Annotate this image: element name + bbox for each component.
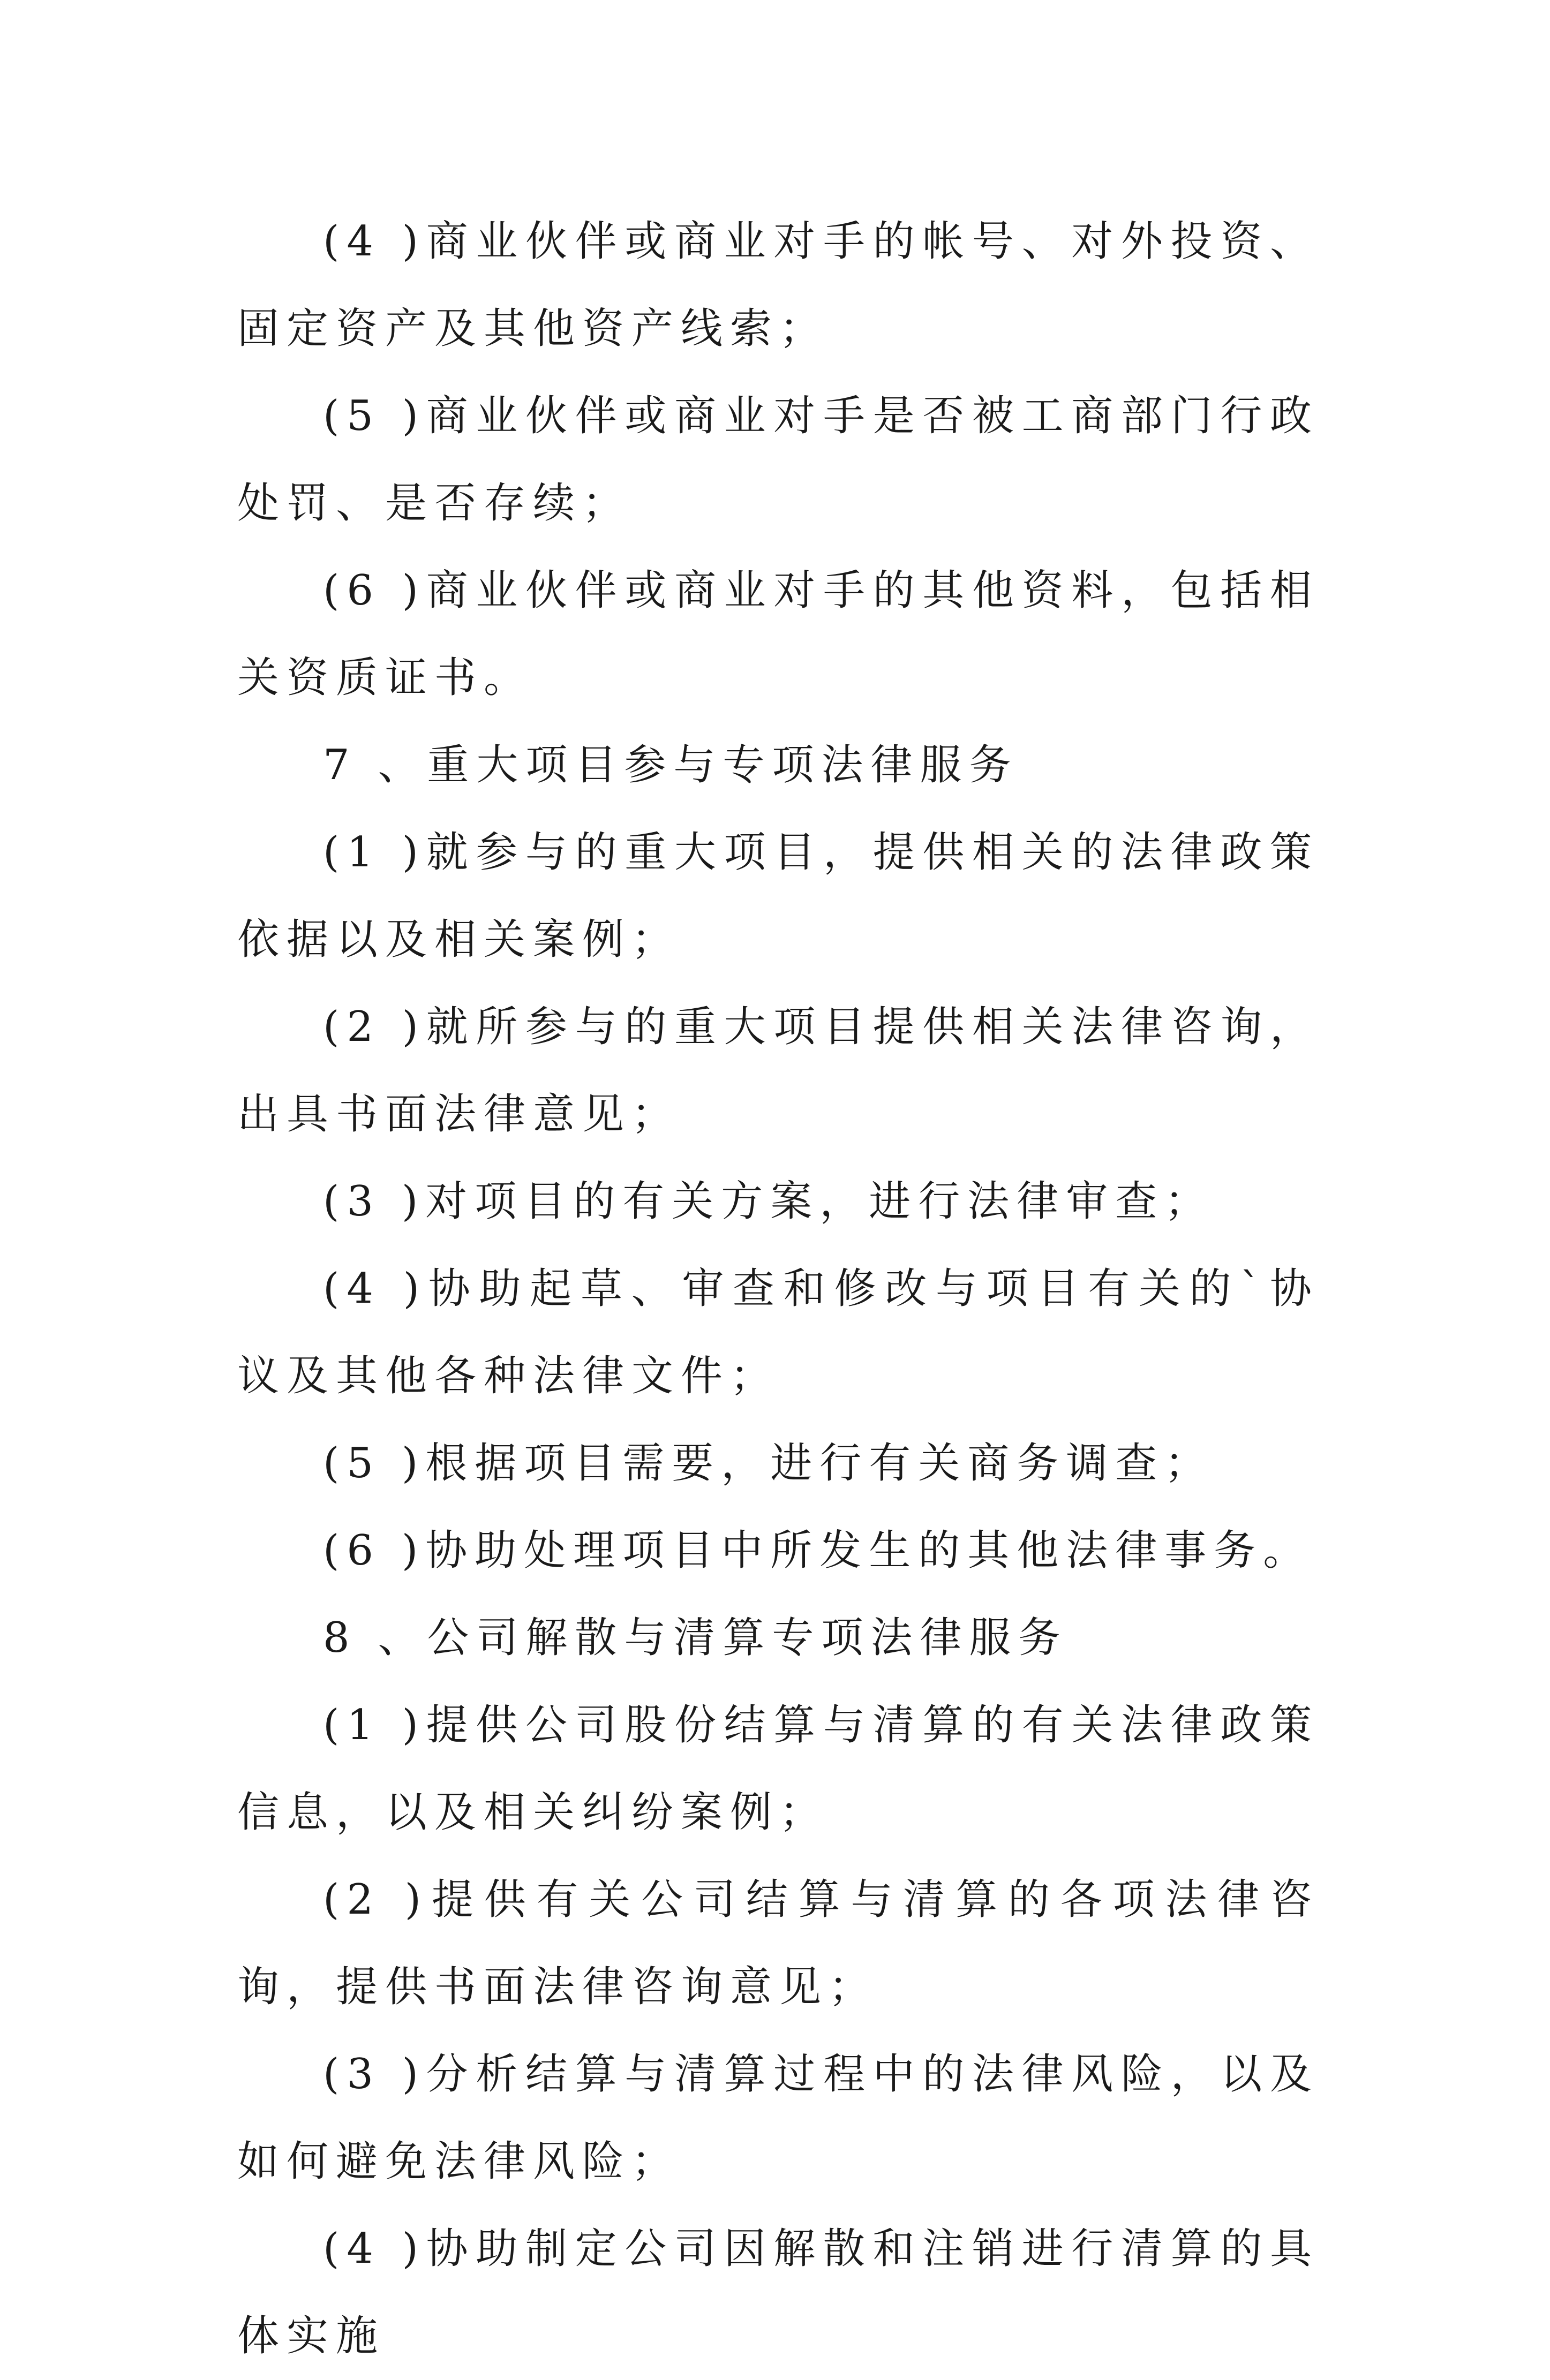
- section-8-item-4: (4 )协助制定公司因解散和注销进行清算的具体实施: [237, 2225, 1319, 2360]
- paragraph-4-business-accounts: (4 )商业伙伴或商业对手的帐号、对外投资、固定资产及其他资产线索；: [237, 217, 1319, 353]
- section-8-heading: 8 、公司解散与清算专项法律服务: [323, 1614, 1068, 1662]
- section-7-item-2: (2 )就所参与的重大项目提供相关法律咨询，出具书面法律意见；: [237, 1003, 1319, 1138]
- section-8-item-2: (2 )提供有关公司结算与清算的各项法律咨询，提供书面法律咨询意见；: [237, 1876, 1319, 2011]
- section-7-item-5: (5 )根据项目需要，进行有关商务调查；: [323, 1439, 1214, 1487]
- section-7-heading: 7 、重大项目参与专项法律服务: [323, 741, 1019, 789]
- document-body: [237, 198, 1319, 2380]
- paragraph-5-administrative-penalty: (5 )商业伙伴或商业对手是否被工商部门行政处罚、是否存续；: [237, 392, 1319, 527]
- section-7-item-1: (1 )就参与的重大项目，提供相关的法律政策依据以及相关案例；: [237, 828, 1319, 964]
- section-7-item-4: (4 )协助起草、审查和修改与项目有关的`协议及其他各种法律文件；: [237, 1265, 1319, 1400]
- section-7-item-3: (3 )对项目的有关方案，进行法律审查；: [323, 1177, 1214, 1226]
- section-8-item-1: (1 )提供公司股份结算与清算的有关法律政策信息，以及相关纠纷案例；: [237, 1701, 1319, 1837]
- section-8-item-3: (3 )分析结算与清算过程中的法律风险，以及如何避免法律风险；: [237, 2050, 1319, 2186]
- section-7-item-6: (6 )协助处理项目中所发生的其他法律事务。: [323, 1527, 1313, 1575]
- paragraph-6-other-materials: (6 )商业伙伴或商业对手的其他资料，包括相关资质证书。: [237, 566, 1319, 702]
